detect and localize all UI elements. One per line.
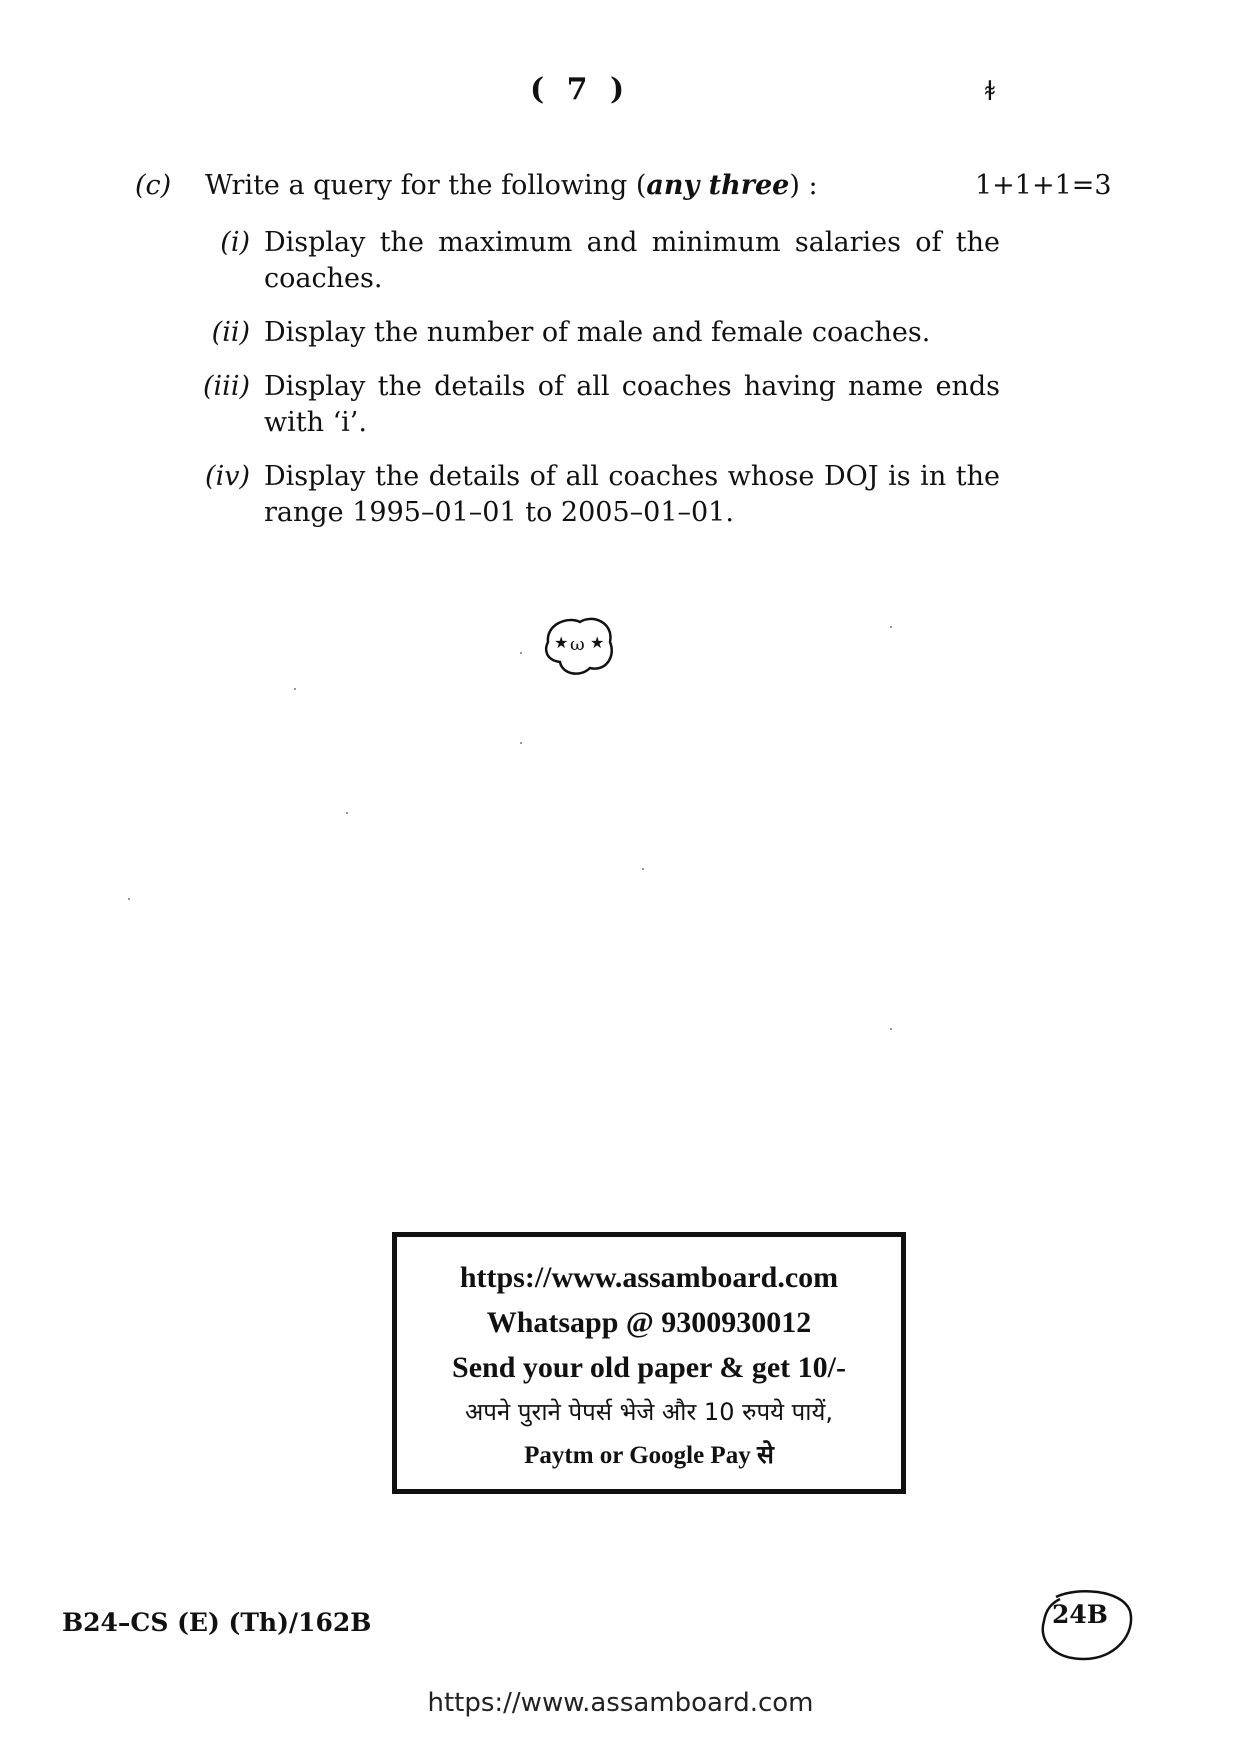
footer-url: https://www.assamboard.com [427, 1688, 814, 1718]
sub-question-iv [180, 459, 1000, 531]
sub-question-text: Display the details of all coaches whose DOJ is in the range 1995–01–01 to 2005–01–01. [264, 461, 1000, 528]
sub-question-text: Display the details of all coaches having name ends with ‘i’. [264, 371, 1000, 438]
sub-question-iii [180, 369, 1000, 441]
page-number: ( 7 ) [530, 72, 631, 107]
question-marks: 1+1+1=3 [975, 170, 1112, 201]
handwritten-corner-mark: ꬸ [985, 77, 995, 107]
question-text-before: Write a query for the following ( [205, 170, 647, 201]
sub-question-text: Display the maximum and minimum salaries of the coaches. [264, 227, 1000, 294]
end-of-paper-stamp-icon [540, 612, 620, 682]
sub-question-label: (iv) [205, 461, 250, 492]
question-text-after: ) : [789, 170, 818, 201]
sub-question-label: (iii) [203, 371, 250, 402]
promo-offer: Send your old paper & get 10/- [452, 1351, 846, 1384]
promo-offer-hindi: अपने पुराने पेपर्स भेजे और 10 रुपये पायें, [464, 1398, 834, 1426]
sub-question-ii [180, 315, 1000, 351]
sub-question-list [180, 225, 1000, 531]
question-header [135, 170, 1112, 201]
promo-box [392, 1232, 906, 1494]
promo-website: https://www.assamboard.com [459, 1261, 839, 1294]
svg-text:★: ★ [554, 633, 569, 652]
sub-question-label: (ii) [211, 317, 250, 348]
promo-whatsapp: Whatsapp @ 9300930012 [486, 1306, 812, 1339]
sub-question-text: Display the number of male and female coaches. [264, 317, 931, 348]
svg-text:ω: ω [570, 634, 585, 655]
question-text [205, 170, 975, 201]
promo-payment: Paytm or Google Pay से [524, 1442, 774, 1469]
question-c [135, 170, 1112, 549]
sub-question-label: (i) [220, 227, 250, 258]
paper-code: B24–CS (E) (Th)/162B [62, 1608, 372, 1637]
svg-text:★: ★ [590, 633, 605, 652]
sheet-code: 24B [1052, 1600, 1108, 1629]
question-label: (c) [135, 170, 172, 201]
sub-question-i [180, 225, 1000, 297]
question-text-emphasis: any three [646, 170, 790, 201]
